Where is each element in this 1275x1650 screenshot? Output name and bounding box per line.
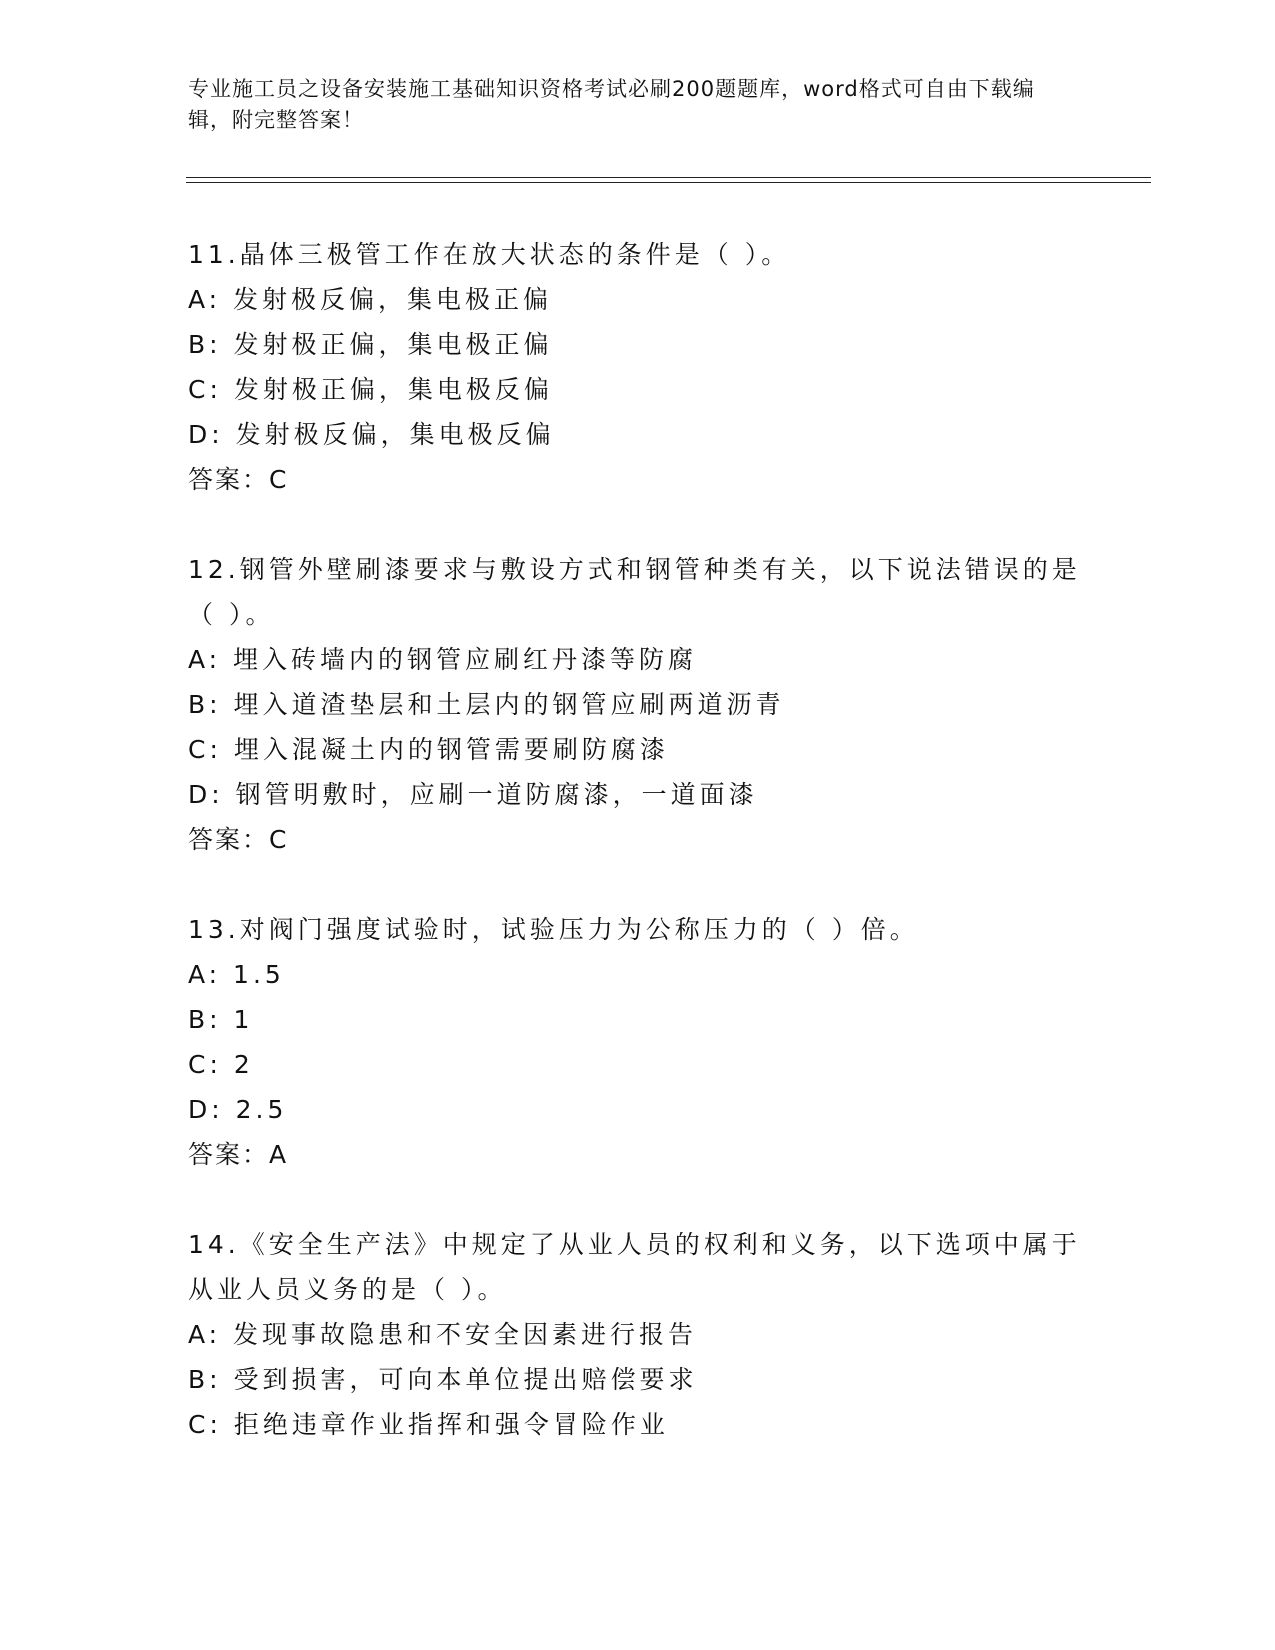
- option-d: D: 发射极反偏，集电极反偏: [188, 420, 555, 449]
- question-12: [188, 547, 1088, 862]
- question-14: [188, 1222, 1088, 1447]
- option-d: D: 钢管明敷时，应刷一道防腐漆，一道面漆: [188, 780, 758, 809]
- question-text: 12.钢管外壁刷漆要求与敷设方式和钢管种类有关，以下说法错误的是（ ）。: [188, 555, 1081, 629]
- question-13: [188, 907, 1088, 1177]
- question-11: [188, 232, 1088, 502]
- option-c: C: 2: [188, 1050, 254, 1079]
- option-b: B: 受到损害，可向本单位提出赔偿要求: [188, 1365, 698, 1394]
- question-text: 13.对阀门强度试验时，试验压力为公称压力的（ ）倍。: [188, 915, 919, 944]
- option-a: A: 发射极反偏，集电极正偏: [188, 285, 553, 314]
- answer-text: 答案：A: [188, 1140, 289, 1169]
- option-b: B: 埋入道渣垫层和土层内的钢管应刷两道沥青: [188, 690, 785, 719]
- option-b: B: 1: [188, 1005, 254, 1034]
- option-c: C: 拒绝违章作业指挥和强令冒险作业: [188, 1410, 669, 1439]
- document-header: 专业施工员之设备安装施工基础知识资格考试必刷200题题库，word格式可自由下载编辑，附完整答案！: [188, 77, 1035, 132]
- option-a: A: 发现事故隐患和不安全因素进行报告: [188, 1320, 698, 1349]
- answer-text: 答案：C: [188, 465, 289, 494]
- option-b: B: 发射极正偏，集电极正偏: [188, 330, 553, 359]
- option-d: D: 2.5: [188, 1095, 288, 1124]
- question-text: 14.《安全生产法》中规定了从业人员的权利和义务，以下选项中属于从业人员义务的是（ ）。: [188, 1230, 1081, 1304]
- question-list: [188, 232, 1088, 1492]
- option-a: A: 1.5: [188, 960, 285, 989]
- answer-text: 答案：C: [188, 825, 289, 854]
- option-a: A: 埋入砖墙内的钢管应刷红丹漆等防腐: [188, 645, 698, 674]
- option-c: C: 发射极正偏，集电极反偏: [188, 375, 553, 404]
- header-divider-bottom: [186, 182, 1151, 183]
- option-c: C: 埋入混凝土内的钢管需要刷防腐漆: [188, 735, 669, 764]
- question-text: 11.晶体三极管工作在放大状态的条件是（ ）。: [188, 240, 791, 269]
- header-divider-top: [186, 177, 1151, 178]
